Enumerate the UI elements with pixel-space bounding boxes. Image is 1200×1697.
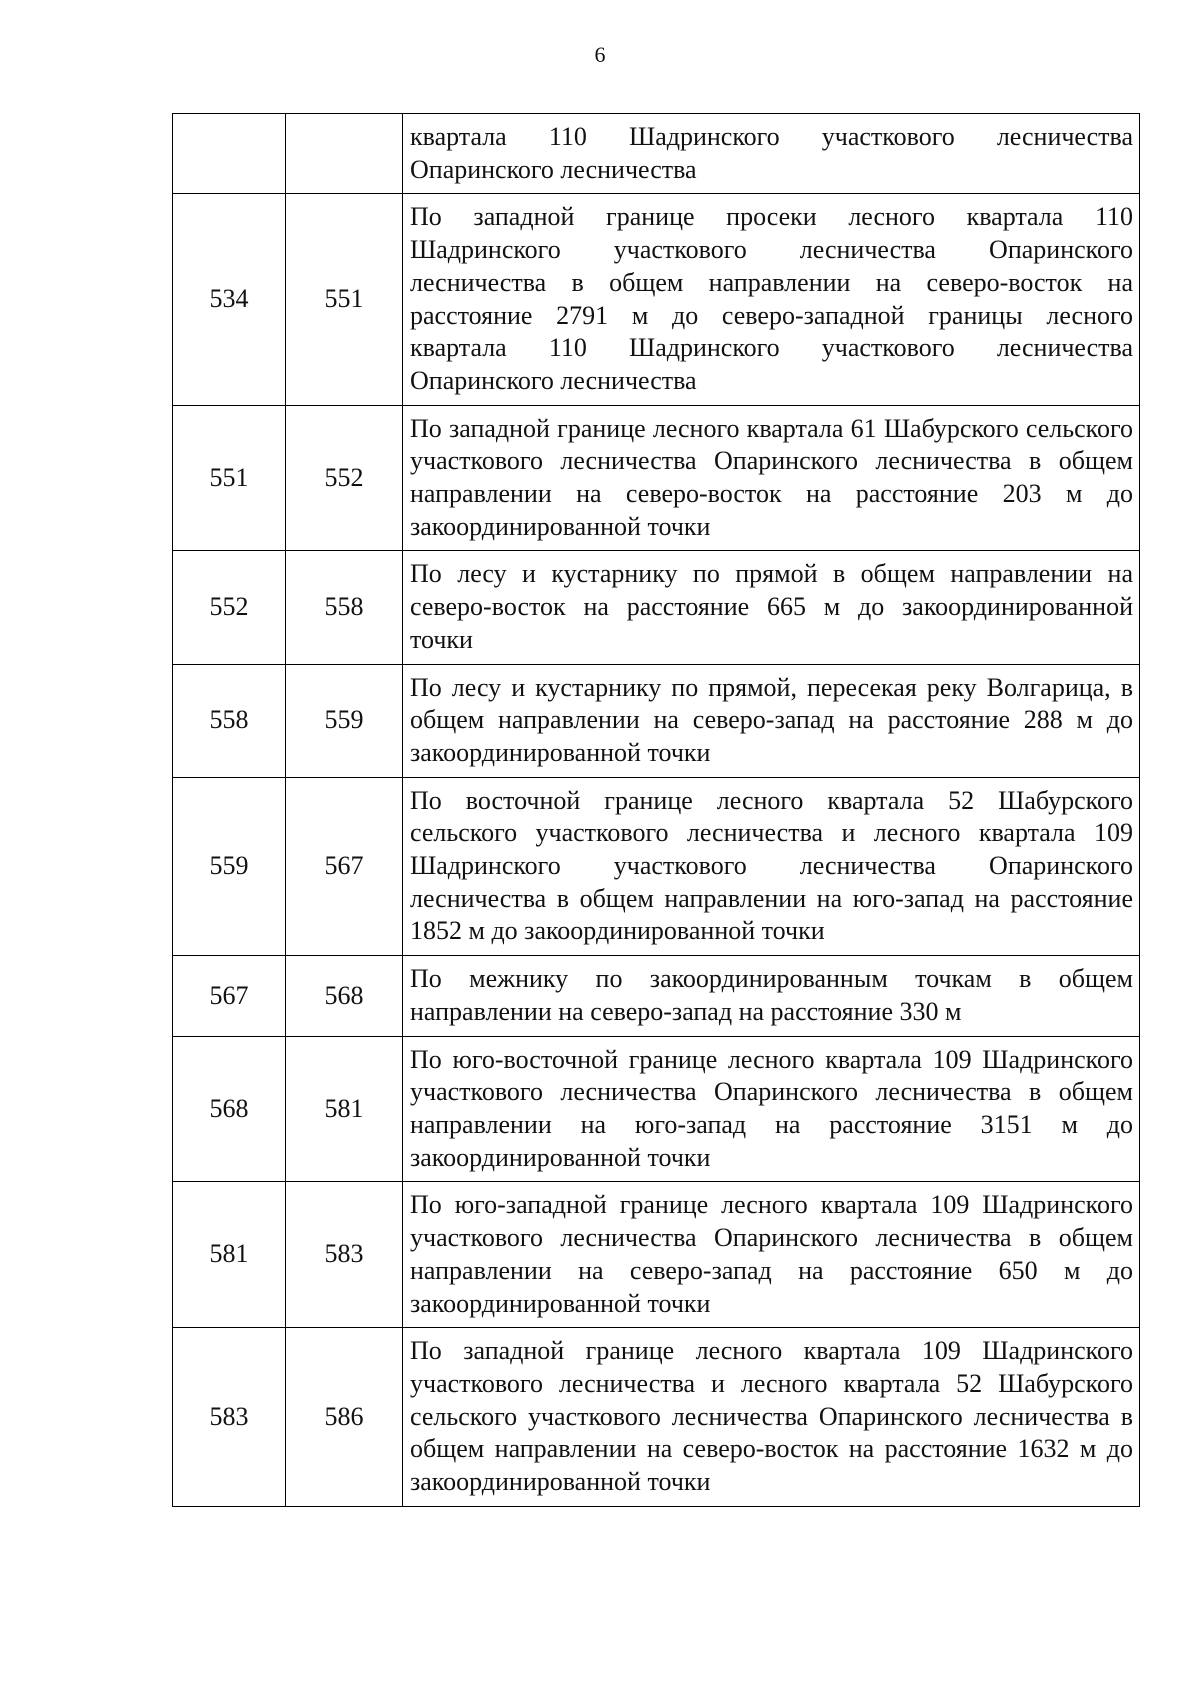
from-point-cell: 558 [173, 664, 286, 777]
to-point-cell: 558 [286, 551, 403, 664]
table-row [173, 777, 1140, 956]
table-row [173, 114, 1140, 194]
description-cell: По западной границе лесного квартала 109 Шадринского участкового лесничества и лесного квартала 52 Шабурского сельского участкового лесничества Опаринского лесничества в общем направлении на северо-восток на расстояние 1632 м до закоординированной точки [403, 1328, 1140, 1507]
description-cell: По западной границе просеки лесного квартала 110 Шадринского участкового лесничества Опаринского лесничества в общем направлении на северо-восток на расстояние 2791 м до северо-западной границы лесного квартала 110 Шадринского участкового лесничества Опаринского лесничества [403, 194, 1140, 405]
to-point-cell: 567 [286, 777, 403, 956]
table-row [173, 194, 1140, 405]
from-point-cell: 581 [173, 1182, 286, 1328]
from-point-cell: 551 [173, 405, 286, 551]
to-point-cell: 581 [286, 1036, 403, 1182]
table-row [173, 405, 1140, 551]
from-point-cell: 552 [173, 551, 286, 664]
from-point-cell: 567 [173, 956, 286, 1036]
description-cell: По лесу и кустарнику по прямой, пересекая реку Волгарица, в общем направлении на северо-запад на расстояние 288 м до закоординированной точки [403, 664, 1140, 777]
table-row [173, 664, 1140, 777]
to-point-cell: 568 [286, 956, 403, 1036]
from-point-cell: 583 [173, 1328, 286, 1507]
to-point-cell: 583 [286, 1182, 403, 1328]
from-point-cell: 534 [173, 194, 286, 405]
description-cell: По юго-западной границе лесного квартала 109 Шадринского участкового лесничества Опаринского лесничества в общем направлении на северо-запад на расстояние 650 м до закоординированной точки [403, 1182, 1140, 1328]
table-row [173, 1182, 1140, 1328]
from-point-cell: 568 [173, 1036, 286, 1182]
to-point-cell: 586 [286, 1328, 403, 1507]
description-cell: По лесу и кустарнику по прямой в общем направлении на северо-восток на расстояние 665 м до закоординированной точки [403, 551, 1140, 664]
to-point-cell: 559 [286, 664, 403, 777]
boundary-table [172, 113, 1140, 1507]
description-cell: По восточной границе лесного квартала 52 Шабурского сельского участкового лесничества и лесного квартала 109 Шадринского участкового лесничества Опаринского лесничества в общем направлении на юго-запад на расстояние 1852 м до закоординированной точки [403, 777, 1140, 956]
to-point-cell [286, 114, 403, 194]
page-number: 6 [594, 42, 606, 67]
description-cell: По юго-восточной границе лесного квартала 109 Шадринского участкового лесничества Опаринского лесничества в общем направлении на юго-запад на расстояние 3151 м до закоординированной точки [403, 1036, 1140, 1182]
from-point-cell: 559 [173, 777, 286, 956]
table-row [173, 956, 1140, 1036]
table-row [173, 1036, 1140, 1182]
description-cell: квартала 110 Шадринского участкового лесничества Опаринского лесничества [403, 114, 1140, 194]
table-row [173, 1328, 1140, 1507]
description-cell: По западной границе лесного квартала 61 Шабурского сельского участкового лесничества Опаринского лесничества в общем направлении на северо-восток на расстояние 203 м до закоординированной точки [403, 405, 1140, 551]
from-point-cell [173, 114, 286, 194]
description-cell: По межнику по закоординированным точкам в общем направлении на северо-запад на расстояние 330 м [403, 956, 1140, 1036]
table-row [173, 551, 1140, 664]
to-point-cell: 552 [286, 405, 403, 551]
to-point-cell: 551 [286, 194, 403, 405]
